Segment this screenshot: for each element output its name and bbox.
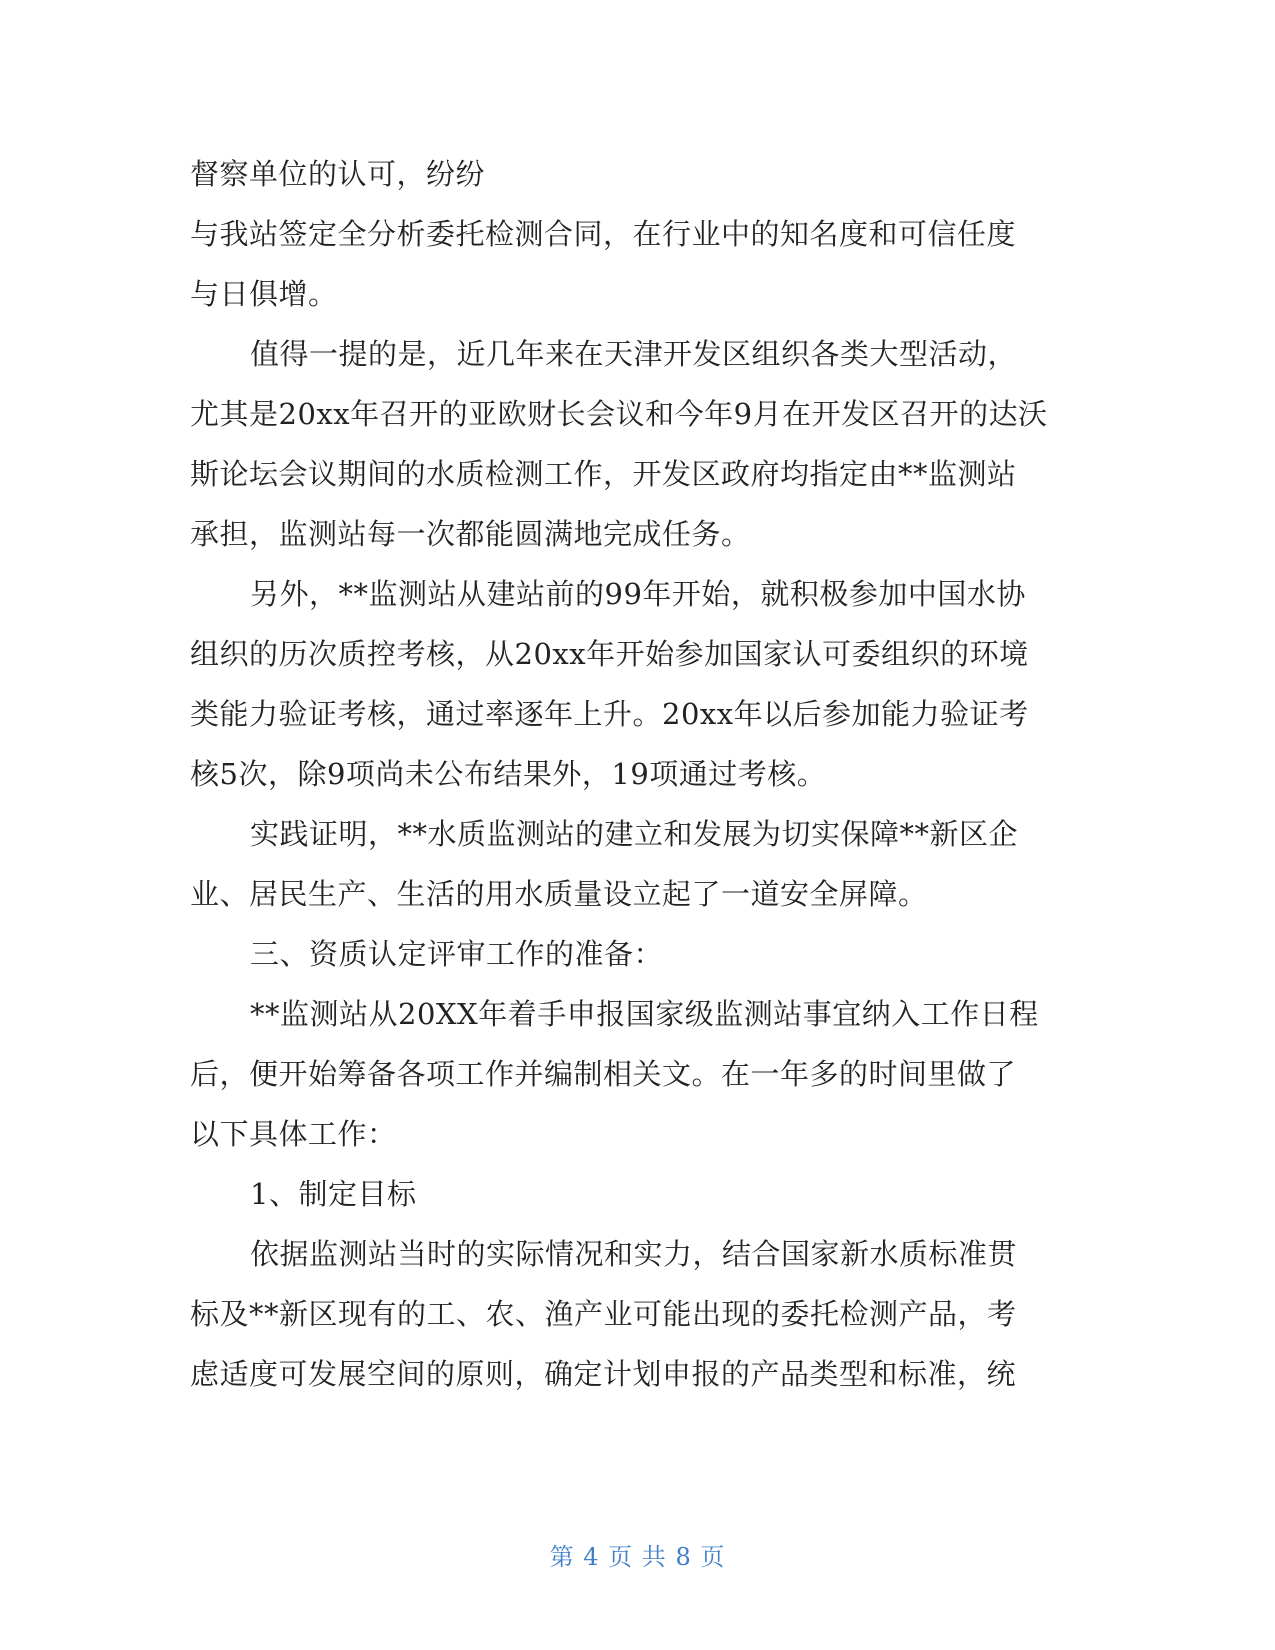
paragraph-6-line-0: **监测站从20XX年着手申报国家级监测站事宜纳入工作日程: [250, 997, 1039, 1031]
paragraph-6-line-1: 后，便开始筹备各项工作并编制相关文。在一年多的时间里做了: [190, 1057, 1017, 1091]
document-body: [190, 144, 1070, 1404]
paragraph-4-line-0: 实践证明，**水质监测站的建立和发展为切实保障**新区企: [250, 817, 1019, 851]
paragraph-8-line-2: 虑适度可发展空间的原则，确定计划申报的产品类型和标准，统: [190, 1357, 1017, 1391]
paragraph-3-line-3: 核5次，除9项尚未公布结果外，19项通过考核。: [190, 757, 827, 791]
paragraph-2-line-0: 值得一提的是，近几年来在天津开发区组织各类大型活动，: [250, 337, 1018, 371]
paragraph-2-line-2: 斯论坛会议期间的水质检测工作，开发区政府均指定由**监测站: [190, 457, 1017, 491]
paragraph-1-line-1: 与日俱增。: [190, 277, 338, 311]
paragraph-7-line-0: 1、制定目标: [250, 1177, 417, 1211]
paragraph-2-line-3: 承担，监测站每一次都能圆满地完成任务。: [190, 517, 751, 551]
paragraph-6-line-2: 以下具体工作：: [190, 1117, 397, 1151]
paragraph-3-line-0: 另外，**监测站从建站前的99年开始，就积极参加中国水协: [250, 577, 1026, 611]
page-number: 第 4 页 共 8 页: [549, 1543, 726, 1571]
paragraph-0-line-0: 督察单位的认可，纷纷: [190, 157, 486, 191]
paragraph-8-line-1: 标及**新区现有的工、农、渔产业可能出现的委托检测产品，考: [190, 1297, 1017, 1331]
paragraph-4-line-1: 业、居民生产、生活的用水质量设立起了一道安全屏障。: [190, 877, 928, 911]
paragraph-3-line-2: 类能力验证考核，通过率逐年上升。20xx年以后参加能力验证考: [190, 697, 1029, 731]
paragraph-5-line-0: 三、资质认定评审工作的准备：: [250, 937, 664, 971]
paragraph-8-line-0: 依据监测站当时的实际情况和实力，结合国家新水质标准贯: [250, 1237, 1018, 1271]
paragraph-3-line-1: 组织的历次质控考核，从20xx年开始参加国家认可委组织的环境: [190, 637, 1029, 671]
paragraph-2-line-1: 尤其是20xx年召开的亚欧财长会议和今年9月在开发区召开的达沃: [190, 397, 1048, 431]
paragraph-1-line-0: 与我站签定全分析委托检测合同，在行业中的知名度和可信任度: [190, 217, 1017, 251]
